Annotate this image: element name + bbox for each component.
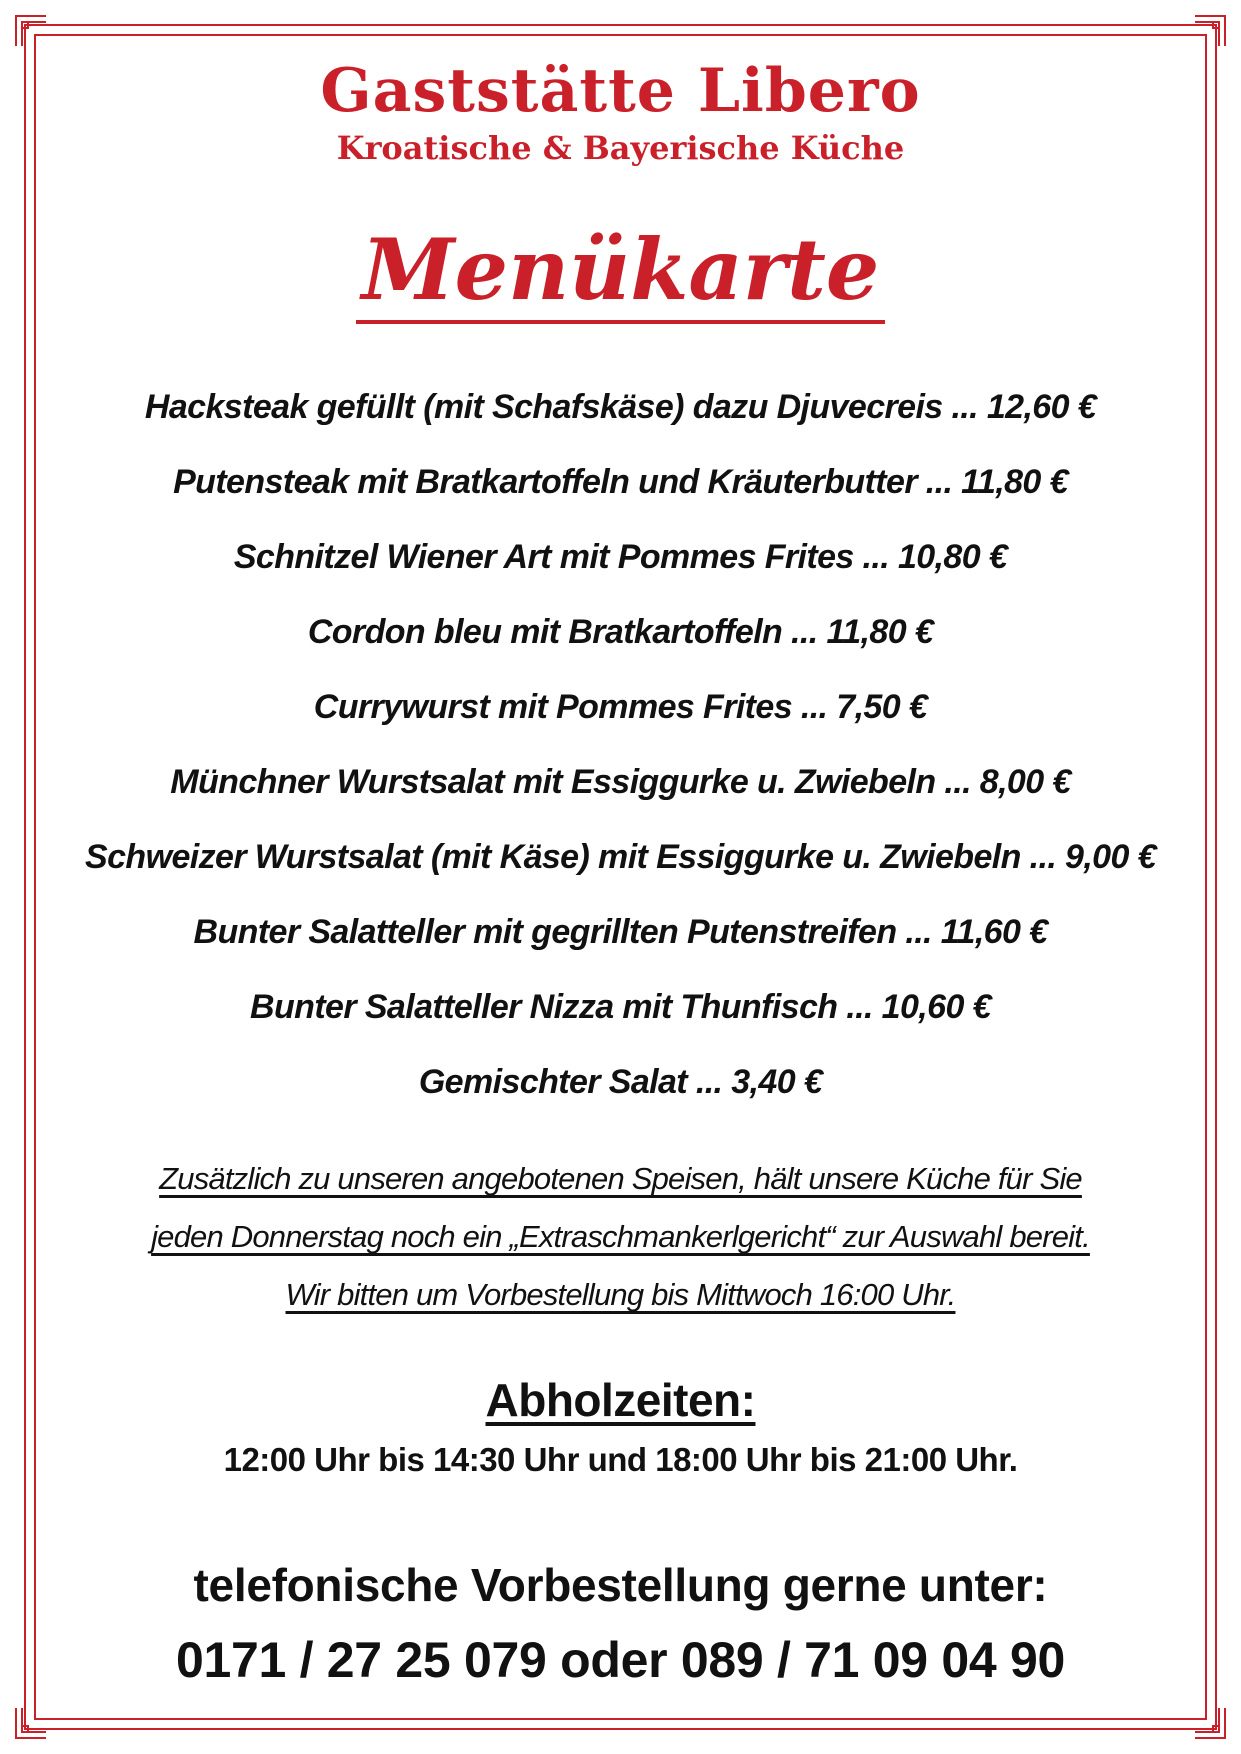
pickup-hours: 12:00 Uhr bis 14:30 Uhr und 18:00 Uhr bis 21:00 Uhr. <box>223 1441 1018 1478</box>
menu-item: Schnitzel Wiener Art mit Pommes Frites ... 10,80 € <box>233 538 1008 576</box>
menu-item: Bunter Salatteller mit gegrillten Putenstreifen ... 11,60 € <box>193 913 1048 951</box>
header <box>0 56 1241 168</box>
corner-ornament-icon <box>1193 14 1227 48</box>
phone-numbers: 0171 / 27 25 079 oder 089 / 71 09 04 90 <box>175 1632 1065 1688</box>
menu-item: Cordon bleu mit Bratkartoffeln ... 11,80 € <box>307 613 934 651</box>
phone-label: telefonische Vorbestellung gerne unter: <box>193 1559 1048 1611</box>
menu-item: Gemischter Salat ... 3,40 € <box>418 1063 823 1101</box>
thursday-special-note <box>0 1150 1241 1324</box>
menu-title: Menükarte <box>356 222 886 324</box>
menu-title-wrap <box>0 222 1241 324</box>
note-line: Zusätzlich zu unseren angebotenen Speisen, hält unsere Küche für Sie <box>159 1161 1082 1196</box>
note-line: jeden Donnerstag noch ein „Extraschmankerlgericht“ zur Auswahl bereit. <box>151 1219 1090 1254</box>
menu-item: Münchner Wurstsalat mit Essiggurke u. Zwiebeln ... 8,00 € <box>170 763 1071 801</box>
corner-ornament-icon <box>14 14 48 48</box>
restaurant-subtitle: Kroatische & Bayerische Küche <box>336 129 905 167</box>
corner-ornament-icon <box>1193 1706 1227 1740</box>
note-line: Wir bitten um Vorbestellung bis Mittwoch 16:00 Uhr. <box>285 1277 956 1312</box>
menu-item: Bunter Salatteller Nizza mit Thunfisch ... 10,60 € <box>250 988 991 1026</box>
menu-item: Putensteak mit Bratkartoffeln und Kräuterbutter ... 11,80 € <box>173 463 1068 501</box>
pickup-title: Abholzeiten: <box>485 1374 756 1426</box>
restaurant-name: Gaststätte Libero <box>320 56 921 126</box>
menu-item: Hacksteak gefüllt (mit Schafskäse) dazu Djuvecreis ... 12,60 € <box>144 388 1097 426</box>
menu-item: Schweizer Wurstsalat (mit Käse) mit Essiggurke u. Zwiebeln ... 9,00 € <box>85 838 1156 876</box>
pickup-section <box>0 1370 1241 1484</box>
corner-ornament-icon <box>14 1706 48 1740</box>
phone-section <box>0 1550 1241 1700</box>
menu-item: Currywurst mit Pommes Frites ... 7,50 € <box>313 688 928 726</box>
menu-list <box>0 376 1241 1126</box>
